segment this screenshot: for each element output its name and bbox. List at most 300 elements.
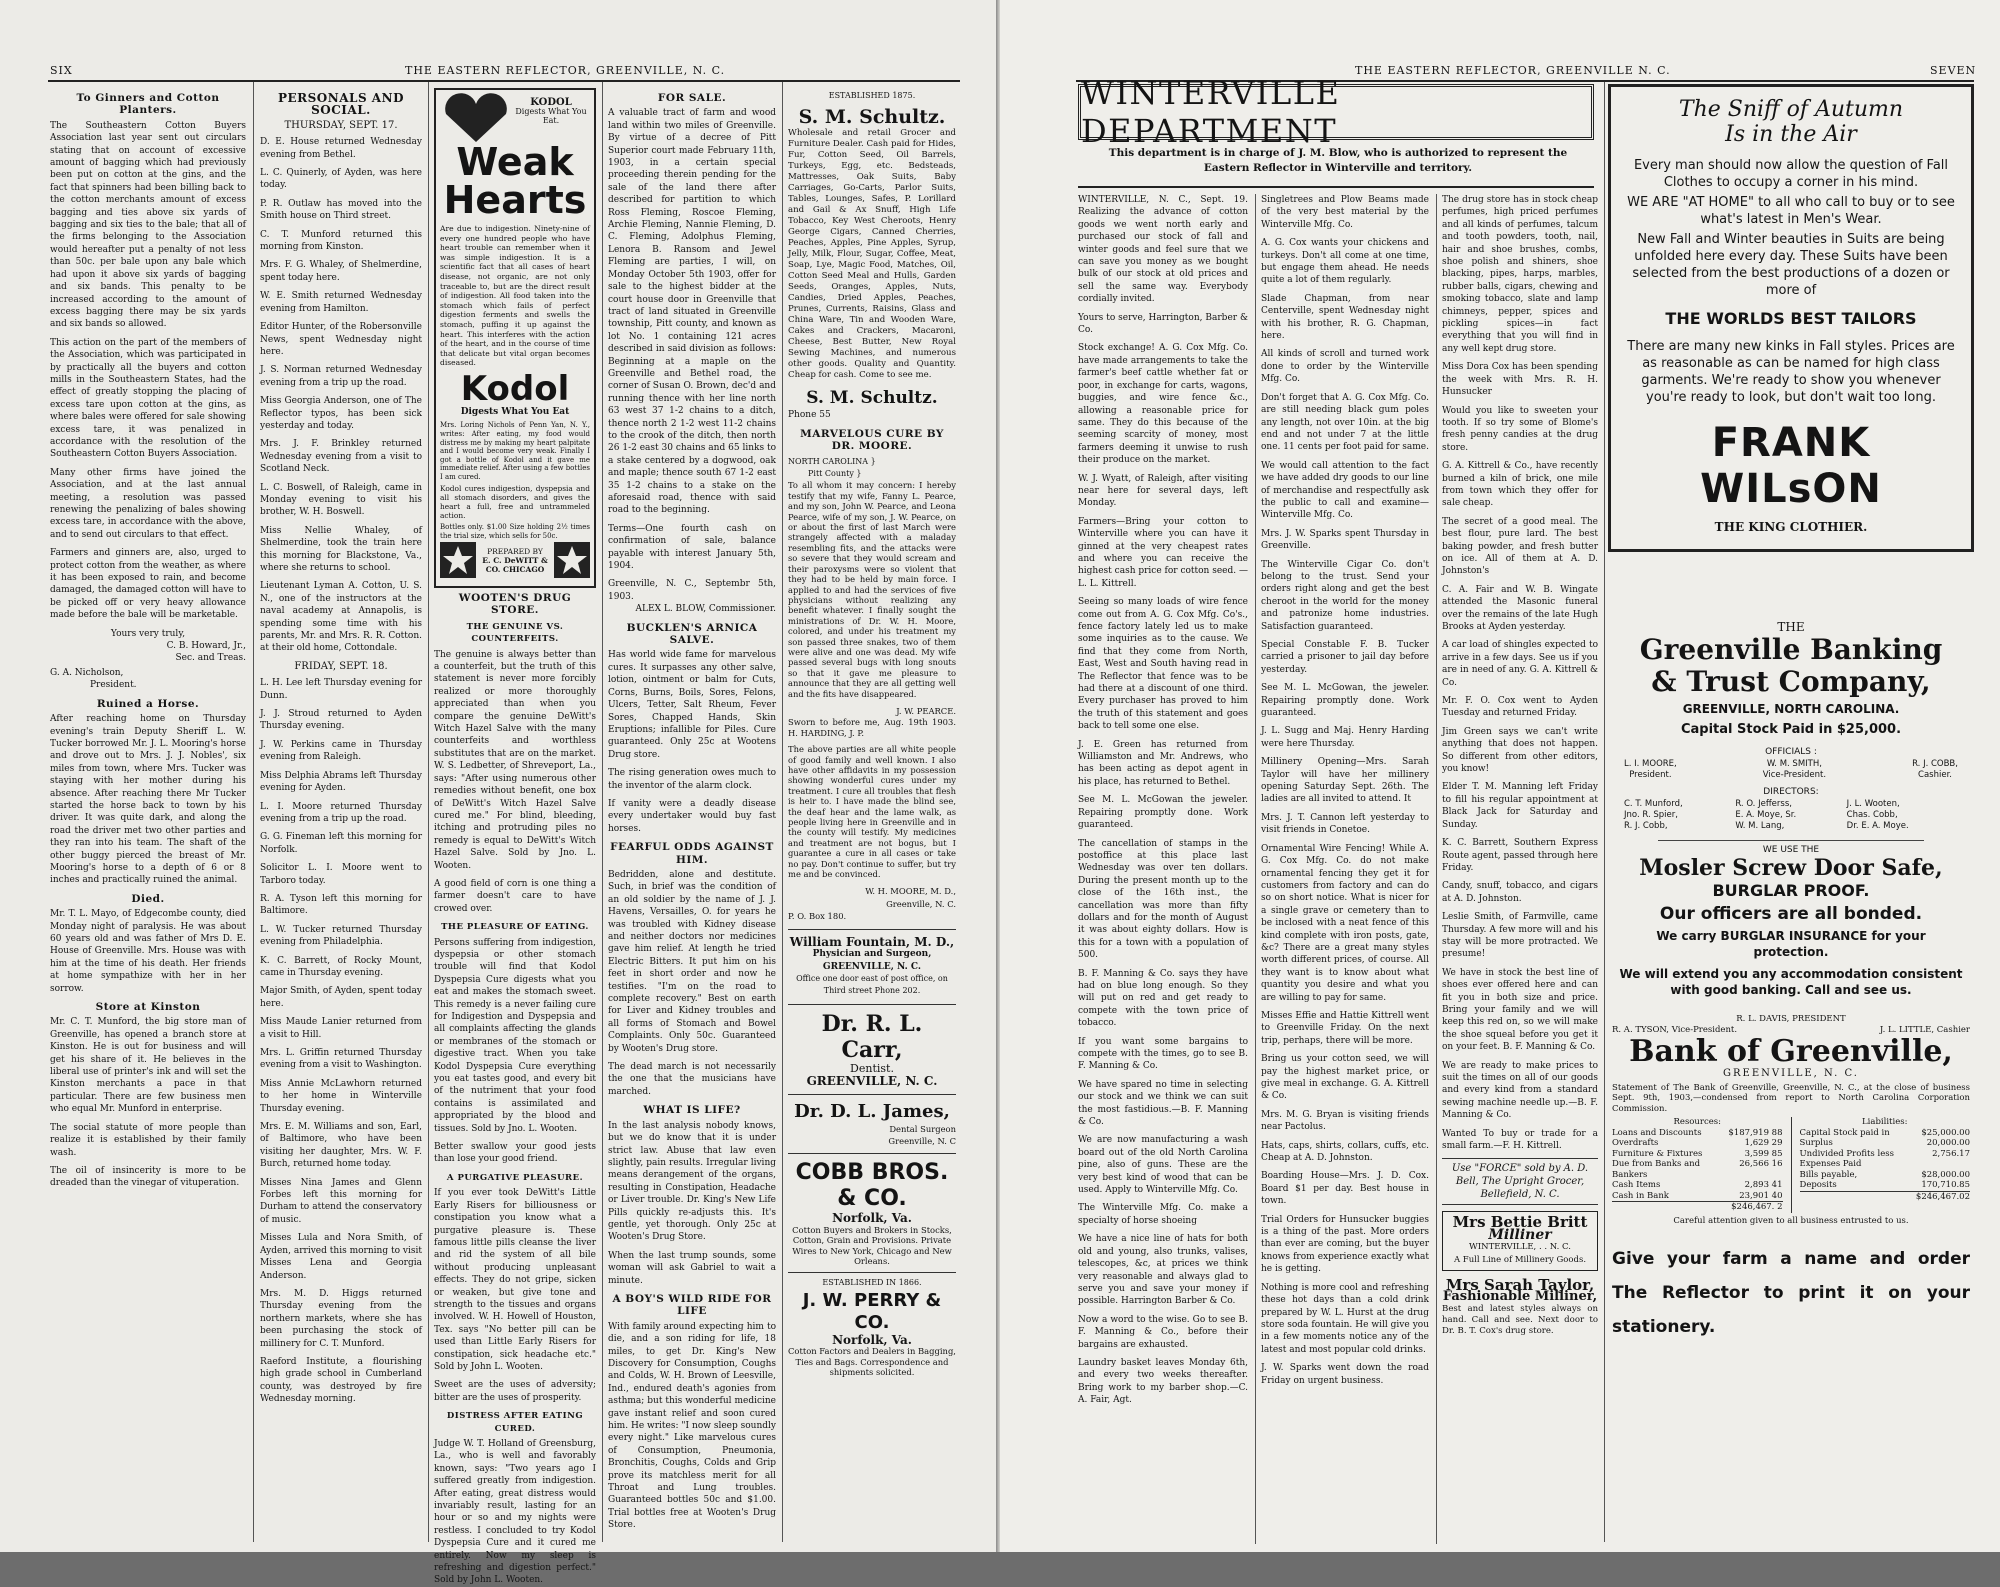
official-name: R. J. COBB, [1912, 759, 1958, 769]
column-rule [1436, 194, 1437, 1544]
burglar-proof: BURGLAR PROOF. [1712, 881, 1870, 900]
local-item: Mrs. M. G. Bryan is visiting friends near Pactolus. [1261, 1109, 1429, 1133]
article-title: WHAT IS LIFE? [643, 1104, 741, 1117]
bank-cashier: J. L. LITTLE, Cashier [1879, 1024, 1970, 1035]
liabilities-table [1800, 1128, 1971, 1191]
local-item: We would call attention to the fact we have added dry goods to our line of merchandise and respectfully ask the public to call and examine—Winterville Mfg. Co. [1261, 460, 1429, 521]
column-5 [788, 88, 956, 1544]
article-text: The above parties are all white people of good family and well known. I also have other affidavits in my possession showing wonderful cures under my treatment. I cure all troubles that flesh is heir to. I have made the blind see, the deaf hear and the lame walk, as people living here in Greenville and in the county will testify. My medicines and treatment are not bogus, but I guarantee a cure in all cases or take no pay. Don't continue to suffer, but try me and be convinced. [788, 744, 956, 880]
personal-item: L. I. Moore returned Thursday evening from a trip up the road. [260, 801, 422, 824]
personal-item: L. C. Boswell, of Raleigh, came in Monday evening to visit his brother, W. H. Boswell. [260, 482, 422, 518]
local-item: Misses Effie and Hattie Kittrell went to Greenville Friday. On the next trip, perhaps, there will be more. [1261, 1010, 1429, 1046]
farm-name-ad: Give your farm a name and order The Reflector to print it on your stationery. [1612, 1249, 1970, 1337]
right-page [1000, 0, 2000, 1552]
safe-name: Mosler Screw Door Safe, [1639, 855, 1943, 881]
local-item: Stock exchange! A. G. Cox Mfg. Co. have made arrangements to take the farmer's beef cattle whether fat or poor, in exchange for carts, wagons, buggies, and wire fence &c., allowing a reasonable price for same. They do this because of the seeming scarcity of money, most farmers deeming it unwise to rush their produce on the market. [1078, 343, 1248, 466]
article-text: If vanity were a deadly disease every undertaker would buy fast horses. [608, 798, 776, 834]
bank-name: & Trust Company, [1651, 665, 1931, 698]
local-item: Millinery Opening—Mrs. Sarah Taylor will have her millinery opening Saturday Sept. 26th. The ladies are all invited to attend. It [1261, 757, 1429, 805]
local-item: Farmers—Bring your cotton to Winterville where you can have it ginned at the very cheapest rates and where you can receive the highest cash price for cotton seed. —L. L. Kittrell. [1078, 516, 1248, 589]
local-item: A car load of shingles expected to arrive in a few days. See us if you are in need of any. G. A. Kittrell & Co. [1442, 640, 1598, 688]
personal-item: Miss Delphia Abrams left Thursday evening for Ayden. [260, 770, 422, 794]
local-item: Singletrees and Plow Beams made of the very best material by the Winterville Mfg. Co. [1261, 195, 1429, 230]
ledger-item: Cash in Bank [1612, 1190, 1669, 1201]
rule [1078, 186, 1594, 188]
personal-item: Misses Nina James and Glenn Forbes left this morning for Durham to attend the conservatory of music. [260, 1177, 422, 1225]
kodol-tagline: Digests What You Eat. [515, 107, 587, 125]
ledger-amount: 20,000.00 [1926, 1138, 1970, 1148]
liabilities-total: $246,467.02 [1800, 1191, 1971, 1203]
britt-city: WINTERVILLE, . . N. C. [1469, 1242, 1571, 1253]
article-text: To all whom it may concern: I hereby testify that my wife, Fanny L. Pearce, and my son, John W. Pearce, and Leona Pearce, wife of my son, J. W. Pearce, on or about the first of last March were strangely affected with a maladay resembling fits, and the attacks were so severe that they would scream and their paroxysms were so violent that they had to be held by main force. I applied to and had the services of five physicians without realizing any benefit whatever. I finally sought the ministrations of Dr. W. H. Moore, colored, and under his treatment my son passed three snakes, two of them were alive and one was dead. My wife passed several bugs with long snouts so that it gave me pleasure to announce that they are all getting well and the fits have disappeared. [788, 480, 956, 699]
department-title: WINTERVILLE DEPARTMENT [1081, 74, 1341, 150]
article-text: The dead march is not necessarily the one that the musicians have marched. [608, 1062, 776, 1097]
ledger-amount: 23,901 40 [1739, 1190, 1783, 1201]
local-item: Mrs. J. T. Cannon left yesterday to visit friends in Conetoe. [1261, 812, 1429, 836]
personal-item: L. H. Lee left Thursday evening for Dunn. [260, 678, 422, 701]
local-item: Wanted To buy or trade for a small farm.—F. H. Kittrell. [1442, 1128, 1598, 1152]
kodol-logo: Kodol [460, 368, 570, 409]
phone: Phone 55 [788, 410, 831, 421]
personal-item: Solicitor L. I. Moore went to Tarboro today. [260, 863, 422, 886]
article-text: Terms—One fourth cash on confirmation of sale, balance payable with interest January 5th, 1904. [608, 523, 776, 572]
local-item: K. C. Barrett, Southern Express Route agent, passed through here Friday. [1442, 838, 1598, 873]
article-text: Better swallow your good jests than lose your good friend. [434, 1142, 596, 1165]
bank-president: R. L. DAVIS, PRESIDENT [1736, 1014, 1846, 1024]
card-name: COBB BROS. & CO. [795, 1160, 949, 1212]
weak-headline: Weak [456, 140, 574, 184]
local-item: Laundry basket leaves Monday 6th, and every two weeks thereafter. Bring work to my barber shop.—C. A. Fair, Agt. [1078, 1357, 1248, 1406]
closing: We will extend you any accommodation consistent with good banking. Call and see us. [1619, 967, 1963, 997]
ledger-amount: 170,710.85 [1921, 1180, 1970, 1190]
article-text: The rising generation owes much to the inventor of the alarm clock. [608, 768, 776, 791]
official-name: L. I. MOORE, [1624, 759, 1677, 769]
ad-text: Wholesale and retail Grocer and Furniture Dealer. Cash paid for Hides, Fur, Cotton Seed, Oil Barrels, Turkeys, Egg, etc. Bedsteads, Mattresses, Oak Suits, Baby Carriages, Go-Carts, Parlor Suits, Tables, Lounges, Safes, P. Lorillard and Gail & Ax Snuff, High Life Tobacco, Key West Cheroots, Henry George Cigars, Canned Cherries, Peaches, Apples, Pine Apples, Syrup, Jelly, Milk, Flour, Sugar, Coffee, Meat, Soap, Lye, Magic Food, Matches, Oil, Cotton Seed Meal and Hulls, Garden Seeds, Oranges, Apples, Nuts, Candies, Dried Apples, Peaches, Prunes, Currents, Raisins, Glass and China Ware, Tin and Wooden Ware, Cakes and Crackers, Macaroni, Cheese, Best Butter, New Royal Sewing Machines, and numerous other goods. Quality and Quantity. Cheap for cash. Come to see me. [788, 128, 956, 381]
ad-text: There are many new kinks in Fall styles. Prices are as reasonable as can be named for high class garments. We're ready to show you whenever you're ready to look, but don't wait too long. [1627, 339, 1955, 405]
ledger-row [1612, 1138, 1783, 1149]
article-text: Judge W. T. Holland of Greensburg, La., who is well and favorably known, says: "Two years ago I suffered greatly from indigestion. After eating, great distress would invariably result, lasting for an hour or so and my nights were restless. I concluded to try Kodol Dyspepsia Cure and it cured me entirely. Now my sleep is refreshing and digestion perfect." Sold by John L. Wooten. [434, 1439, 596, 1586]
card-city: GREENVILLE, N. C. [806, 1074, 938, 1089]
article-title: Store at Kinston [95, 1001, 201, 1014]
director: Jno. R. Spier, [1624, 810, 1678, 820]
officials-list [1624, 759, 1958, 781]
local-item: Slade Chapman, from near Centerville, spent Wednesday night with his brother, R. G. Chapman, here. [1261, 293, 1429, 342]
store-name: WOOTEN'S DRUG STORE. [458, 592, 572, 617]
ledger-item: Due from Banks and Bankers [1612, 1159, 1701, 1180]
local-item: Candy, snuff, tobacco, and cigars at A. D. Johnston. [1442, 881, 1598, 904]
personal-item: P. R. Outlaw has moved into the Smith house on Third street. [260, 198, 422, 222]
director: C. T. Munford, [1624, 799, 1683, 809]
article-text: Farmers and ginners are, also, urged to protect cotton from the weather, as where it has been exposed to rain, and become damaged, the damaged cotton will have to be picked off or very heavy allowance made before the bale will be marketable. [50, 548, 246, 621]
britt-text: A Full Line of Millinery Goods. [1453, 1254, 1587, 1265]
signoff: Yours very truly, [110, 628, 186, 639]
local-item: We are ready to make prices to suit the times on all of our goods and every kind from a standard sewing machine needle up.—B. F. Manning & Co. [1442, 1060, 1598, 1121]
local-item: Bring us your cotton seed, we will pay the highest market price, or give meal in exchange. G. A. Kittrell & Co. [1261, 1054, 1429, 1102]
personal-item: W. E. Smith returned Wednesday evening from Hamilton. [260, 291, 422, 314]
personal-item: Misses Lula and Nora Smith, of Ayden, arrived this morning to visit Misses Lena and Georgia Anderson. [260, 1233, 422, 1281]
date-heading: THURSDAY, SEPT. 17. [284, 119, 398, 131]
article-title: DISTRESS AFTER EATING CURED. [446, 1411, 584, 1434]
card-name: J. W. PERRY & CO. [802, 1289, 942, 1333]
ad-text: WE ARE "AT HOME" to all who call to buy or to see what's latest in Men's Wear. [1627, 195, 1955, 227]
card-sub: Dental Surgeon [889, 1123, 956, 1134]
personals-list [260, 677, 422, 1405]
local-item: The drug store has in stock cheap perfumes, high priced perfumes and all kinds of perfumes, talcum and tooth powders, tooth, nail, hair and shoe brushes, combs, shoe polish and shiners, shoe blacking, pipes, harps, marbles, rubber balls, cigars, chewing and smoking tobacco, slate and lamp chimneys, pepper, spices and pickling spices—in fact everything that you will find in any well kept drug store. [1442, 195, 1598, 354]
column-4 [608, 88, 776, 1544]
local-item: Yours to serve, Harrington, Barber & Co. [1078, 312, 1248, 336]
winterville-column-2 [1261, 194, 1429, 1544]
column-rule [602, 82, 603, 1542]
taylor-text: Best and latest styles always on hand. Call and see. Next door to Dr. B. T. Cox's drug store. [1442, 1303, 1598, 1336]
bank-name: Greenville Banking [1639, 633, 1943, 666]
local-item: The secret of a good meal. The best flour, pure lard. The best baking powder, and fresh butter on ice. All of them at A. D. Johnston's [1442, 516, 1598, 577]
card-text: Cotton Buyers and Brokers in Stocks, Cotton, Grain and Provisions. Private Wires to New York, Chicago and New Orleans. [792, 1224, 952, 1266]
local-item: Elder T. M. Manning left Friday to fill his regular appointment at Black Jack for Saturday and Sunday. [1442, 782, 1598, 830]
ad-headline: The Sniff of Autumn [1678, 97, 1904, 122]
schultz-name: S. M. Schultz. [798, 106, 946, 129]
established: ESTABLISHED 1875. [828, 91, 916, 100]
column-rule [428, 82, 429, 1542]
personal-item: J. W. Perkins came in Thursday evening from Raleigh. [260, 739, 422, 763]
official [1624, 759, 1677, 781]
card-city: Norfolk, Va. [832, 1332, 912, 1347]
director: Dr. E. A. Moye. [1846, 821, 1909, 831]
officials-label: OFFICIALS : [1765, 747, 1817, 757]
local-item: C. A. Fair and W. B. Wingate attended the Masonic funeral over the remains of the late Hugh Brooks at Ayden yesterday. [1442, 584, 1598, 632]
running-head: THE EASTERN REFLECTOR, GREENVILLE, N. C. [405, 64, 726, 77]
ledger-item: Loans and Discounts [1612, 1127, 1702, 1138]
county: Pitt County } [808, 469, 862, 479]
card-established: ESTABLISHED IN 1866. [822, 1278, 922, 1288]
article-text: Has world wide fame for marvelous cures. It surpasses any other salve, lotion, ointment or balm for Cuts, Corns, Burns, Boils, Sores, Felons, Ulcers, Tetter, Salt Rheum, Fever Sores, Chapped Hands, Skin Eruptions; infallible for Piles. Cure guaranteed. Only 25c at Wootens Drug store. [608, 650, 776, 760]
article-text: After reaching home on Thursday evening's train Deputy Sheriff L. W. Tucker borrowed Mr. J. L. Mooring's horse and drove out to Mrs. J. J. Nobles', six miles from town, where Mrs. Tucker was staying with her mother during his absence. After reaching there Mr Tucker started the horse back to town by his driver. It was quite dark, and along the road the driver met two other parties and they ran into his team. The shaft of the other buggy pierced the breast of Mr. Mooring's horse to a depth of 6 or 8 inches and practically ruined the animal. [50, 714, 246, 886]
prepared-label: PREPARED BY [487, 546, 543, 556]
local-item: B. F. Manning & Co. says they have had on blue long enough. So they will put on red and get ready to compete with the town price of tobacco. [1078, 968, 1248, 1029]
local-item: J. L. Sugg and Maj. Henry Harding were here Thursday. [1261, 726, 1429, 749]
ledger-amount: $187,919 88 [1728, 1127, 1783, 1138]
column-2 [260, 88, 422, 1544]
page-number: SIX [50, 64, 73, 77]
winterville-column-3 [1442, 194, 1598, 1544]
personal-item: Lieutenant Lyman A. Cotton, U. S. N., one of the instructors at the naval academy at Annapolis, is spending some time with his parents, Mr. and Mrs. R. R. Cotton. at their old home, Cottondale. [260, 581, 422, 654]
local-item: Mrs. J. W. Sparks spent Thursday in Greenville. [1261, 528, 1429, 552]
column-3 [434, 88, 596, 1586]
article-title: FEARFUL ODDS AGAINST HIM. [610, 841, 774, 866]
personal-item: Mrs. J. F. Brinkley returned Wednesday evening from a visit to Scotland Neck. [260, 439, 422, 475]
ledger-amount: 1,629 29 [1744, 1138, 1783, 1148]
ad-text: Bottles only. $1.00 Size holding 2½ times the trial size, which sells for 50c. [440, 523, 590, 540]
taylor-title: Fashionable Milliner, [1442, 1289, 1598, 1305]
card-name: Dr. R. L. Carr, [821, 1010, 923, 1063]
article-text: With family around expecting him to die, and a son riding for life, 18 miles, to get Dr. King's New Discovery for Consumption, Coughs and Colds, W. H. Brown of Leesville, Ind., endured death's agonies from asthma; but this wonderful medicine gave instant relief and soon cured him. He writes: "I now sleep soundly every night." Like marvelous cures of Consumption, Pneumonia, Bronchitis, Coughs, Colds and Grip prove its matchless merit for all Throat and Lung troubles. Guaranteed bottles 50c and $1.00. Trial bottles free at Wooten's Drug Store. [608, 1321, 776, 1531]
running-head: THE EASTERN REFLECTOR, GREENVILLE N. C. [1355, 64, 1671, 77]
signer: ALEX L. BLOW, Commissioner. [635, 604, 776, 615]
local-item: We have spared no time in selecting our stock and we think we can suit the most fastidious.—B. F. Manning & Co. [1078, 1079, 1248, 1128]
left-page [0, 0, 1000, 1586]
signer: W. H. MOORE, M. D., [865, 886, 956, 897]
ad-headline: Is in the Air [1725, 122, 1857, 147]
article-text: Bedridden, alone and destitute. Such, in brief was the condition of an old soldier by the name of J. J. Havens, Versailles, O. for years he was troubled with Kidney disease and neither doctors nor medicines gave him relief. At length he tried Electric Bitters. It put him on his feet in short order and now he testifies. "I'm on the road to complete recovery." Best on earth for Liver and Kidney troubles and all forms of Stomach and Bowel Complaints. Only 50c. Guaranteed by Wooten's Drug store. [608, 869, 776, 1054]
ledger-item: Surplus [1799, 1138, 1833, 1148]
article-text: Many other firms have joined the Association, and at the last annual meeting, a resolution was passed renewing the penalizing of bales showing excess tare, in accordance with the above, and to send out circulars to that effect. [50, 467, 246, 540]
article-text: The genuine is always better than a counterfeit, but the truth of this statement is never more forcibly realized or more thoroughly appreciated than when you compare the genuine DeWitt's Witch Hazel Salve with the many counterfeits and worthless substitutes that are on the market. W. S. Ledbetter, of Shreveport, La., says: "After using numerous other remedies without benefit, one box of DeWitt's Witch Hazel Salve cured me." For blind, bleeding, itching and protruding piles no remedy is equal to DeWitt's Witch Hazel Salve. Sold by Jno. L. Wooten. [434, 649, 596, 871]
article-text: This action on the part of the members of the Association, which was participated in by practically all the buyers and cotton mills in the Southeastern States, had the effect of greatly stopping the placing of excess tare upon cotton at the gins, as where bales were offered for sale showing excess tare, it was penalized in accordance with the resolution of the Southeastern Cotton Buyers Association. [50, 337, 246, 460]
personal-item: D. E. House returned Wednesday evening from Bethel. [260, 137, 422, 160]
article-text: A good field of corn is one thing a farmer doesn't care to have crowed over. [434, 878, 596, 914]
local-item: J. W. Sparks went down the road Friday on urgent business. [1261, 1363, 1429, 1386]
ad-text: Are due to indigestion. Ninety-nine of every one hundred people who have heart trouble can remember when it was simple indigestion. It is a scientific fact that all cases of heart disease, not organic, are not only traceable to, but are the direct result of indigestion. All food taken into the stomach which fails of perfect digestion ferments and swells the stomach, puffing it up against the heart. This interferes with the action of the heart, and in the course of time that delicate but vital organ becomes diseased. [440, 224, 590, 368]
kodol-ad [434, 88, 596, 588]
ledger-amount: 2,893 41 [1744, 1180, 1783, 1190]
personal-item: Major Smith, of Ayden, spent today here. [260, 986, 422, 1009]
card-name: William Fountain, M. D., [789, 934, 955, 949]
article-text: The Southeastern Cotton Buyers Association last year sent out circulars stating that on account of excessive amount of bagging which had previously been put on cotton at the gins, and the fact that spinners had been billing back to the cotton merchants amount of excess bagging and ties above six yards of bagging and six ties to the bale; that all of the firms belonging to the Association would hereafter put a penalty of not less than 50c. per bale upon any bale which had upon it above six yards of bagging and six bands. This penalty to be increased according to the amount of excess bagging there may be six yards and six bands so allowed. [50, 120, 246, 330]
local-item: Special Constable F. B. Tucker carried a prisoner to jail day before yesterday. [1261, 640, 1429, 675]
personal-item: Editor Hunter, of the Robersonville News, spent Wednesday night here. [260, 322, 422, 357]
director: E. A. Moye, Sr. [1735, 810, 1797, 820]
article-text: Persons suffering from indigestion, dyspepsia or other stomach trouble will find that Kodol Dyspepsia Cure digests what you eat and makes the stomach sweet. This remedy is a never failing cure for Indigestion and Dyspepsia and all complaints affecting the glands or membranes of the stomach or digestive tract. When you take Kodol Dyspepsia Cure everything you eat tastes good, and every bit of the nutriment that your food contains is assimilated and appropriated by the blood and tissues. Sold by Jno. L. Wooten. [434, 937, 596, 1134]
article-text: A valuable tract of farm and wood land within two miles of Greenville. By virtue of a decree of Pitt Superior court made February 11th, 1903, in a certain special proceeding therein pending for the sale of the land there after described for partition to which Ross Fleming, Roscoe Fleming, Archie Fleming, Nannie Fleming, D. C. Fleming, Adolphus Fleming, Lenora B. Ransom and Jewel Fleming are parties, I will, on Monday October 5th 1903, offer for sale to the highest bidder at the court house door in Greenville that tract of land situated in Greenville township, Pitt county, and known as lot No. 1 containing 121 acres described in said division as follows: Beginning at a maple on the Greenville and Bethel road, the corner of Susan O. Brown, dec'd and running thence with her line north 63 west 37 1-2 chains to a ditch, thence north 2 1-2 west 11-2 chains to the crook of the ditch, then north 26 1-2 east 30 chains and 65 links to a stake centered by a dogwood, oak and maple; thence south 67 1-2 east 35 1-2 chains to a stake on the aforesaid road, thence with said road to the beginning. [608, 108, 776, 516]
article-title: THE GENUINE VS. COUNTERFEITS. [466, 621, 564, 645]
resources-heading: Resources: [1673, 1117, 1721, 1127]
ledger-amount: 2,756.17 [1932, 1148, 1970, 1159]
po-box: P. O. Box 180. [788, 911, 847, 922]
director: R. O. Jefferss, [1735, 799, 1792, 809]
article-title: BUCKLEN'S ARNICA SALVE. [626, 621, 758, 647]
article-text: The social statute of more people than realize it is established by their family wash. [50, 1122, 246, 1158]
card-text: Cotton Factors and Dealers in Bagging, Ties and Bags. Correspondence and shipments solicited. [788, 1346, 956, 1377]
local-item: Don't forget that A. G. Cox Mfg. Co. are still needing black gum poles any length, not over 10in. at the big end and not under 7 at the little one. 11 cents per foot paid for same. [1261, 392, 1429, 453]
britt-name: Mrs Bettie Britt [1452, 1213, 1588, 1232]
local-item: The cancellation of stamps in the postoffice at this place last Wednesday was over ten dollars. During the present month up to the close of the 16th inst., the cancellation was more than fifty dollars and for the month of August it was about eighty dollars. How is this for a town with a population of 500. [1078, 838, 1248, 961]
bonded: Our officers are all bonded. [1659, 904, 1923, 924]
article-title: To Ginners and Cotton Planters. [76, 92, 220, 117]
article-text: Sworn to before me, Aug. 19th 1903. H. HARDING, J. P. [788, 717, 956, 738]
card-sub: Dentist. [850, 1061, 894, 1075]
local-item: Leslie Smith, of Farmville, came Thursday. A few more will and his stay will be more protracted. We presume! [1442, 912, 1598, 960]
ledger-row [1800, 1170, 1971, 1181]
column-1 [50, 88, 246, 1544]
personal-item: C. T. Munford returned this morning from Kinston. [260, 229, 422, 253]
hearts-headline: Hearts [443, 178, 587, 222]
director: Chas. Cobb, [1846, 810, 1898, 820]
ledger-item: Capital Stock paid in [1799, 1127, 1890, 1138]
careful-note: Careful attention given to all business entrusted to us. [1673, 1215, 1909, 1226]
director: W. M. Lang, [1735, 821, 1785, 831]
personal-item: Miss Nellie Whaley, of Shelmerdine, took the train here this morning for Blackstone, Va., where she returns to school. [260, 525, 422, 573]
we-use: WE USE THE [1658, 840, 1924, 855]
local-item: The Winterville Cigar Co. don't belong to the trust. Send your orders right along and get the best cheroot in the world for the money and patronize home industries. Satisfaction guaranteed. [1261, 559, 1429, 632]
frank-wilson-ad [1608, 84, 1974, 552]
page-number: SEVEN [1930, 64, 1977, 77]
local-item: We are now manufacturing a wash board out of the old North Carolina pine, also of guns. These are the very best kind of wood that can be used. Apply to Winterville Mfg. Co. [1078, 1135, 1248, 1196]
bank-of-greenville-ad [1608, 1010, 1974, 1226]
article-title: THE PLEASURE OF EATING. [441, 922, 589, 933]
ad-tagline: THE KING CLOTHIER. [1714, 520, 1868, 534]
winterville-column-1 [1078, 194, 1248, 1544]
official-role: President. [1629, 770, 1672, 780]
ledger-row [1800, 1128, 1971, 1139]
article-title: A BOY'S WILD RIDE FOR LIFE [612, 1292, 772, 1318]
ad-text: Kodol cures indigestion, dyspepsia and all stomach disorders, and gives the heart a full, free and untrammeled action. [440, 484, 590, 521]
maker: E. C. DeWITT & CO. CHICAGO [482, 555, 548, 574]
official-role: Vice-President. [1762, 770, 1827, 780]
local-item: We have a nice line of hats for both old and young, also trunks, valises, telescopes, &c, at prices we think very reasonable and always glad to serve you and save your money if possible. Harrington Barber & Co. [1078, 1234, 1248, 1307]
taylor-ad [1442, 1276, 1598, 1337]
article-text: When the last trump sounds, some woman will ask Gabriel to wait a minute. [608, 1250, 776, 1286]
date-line: Greenville, N. C., Septembr 5th, 1903. [608, 579, 776, 602]
article-title: MARVELOUS CURE BY DR. MOORE. [800, 427, 944, 453]
kodol-sub: Digests What You Eat [460, 406, 570, 417]
personal-item: Mrs. L. Griffin returned Thursday evening from a visit to Washington. [260, 1048, 422, 1071]
personals-list [260, 136, 422, 655]
capital: Capital Stock Paid in $25,000. [1680, 722, 1902, 737]
signer: J. W. PEARCE. [896, 705, 956, 716]
ledger-amount: 26,566 16 [1739, 1159, 1783, 1169]
personal-item: L. C. Quinerly, of Ayden, was here today. [260, 168, 422, 191]
column-rule [253, 82, 254, 1542]
card-address: Office one door east of post office, on Third street Phone 202. [796, 973, 948, 996]
official [1763, 759, 1826, 781]
local-item: Jim Green says we can't write anything that does not happen. So different from other editors, you know! [1442, 726, 1598, 775]
bank-name: Bank of Greenville, [1629, 1034, 1953, 1069]
schultz-name: S. M. Schultz. [806, 388, 938, 409]
article-title: A PURGATIVE PLEASURE. [446, 1172, 584, 1183]
testimonial: Mrs. Loring Nichols of Penn Yan, N. Y., writes: After eating, my food would distress me by making my heart palpitate and I would become very weak. Finally I got a bottle of Kodol and it gave me immediate relief. After using a few bottles I am cured. [440, 421, 590, 481]
ledger-item: Bills payable, [1799, 1169, 1858, 1180]
personal-item: R. A. Tyson left this morning for Baltimore. [260, 893, 422, 917]
ledger-amount: $25,000.00 [1921, 1127, 1970, 1138]
ad-text: New Fall and Winter beauties in Suits are being unfolded here every day. These Suits have been selected from the best productions of a dozen or more of [1632, 232, 1950, 298]
personal-item: K. C. Barrett, of Rocky Mount, came in Thursday evening. [260, 955, 422, 978]
header-rule [48, 80, 960, 82]
winterville-masthead [1078, 74, 1594, 150]
article-text: Sweet are the uses of adversity; bitter are the uses of prosperity. [434, 1380, 596, 1403]
tailors-line: THE WORLDS BEST TAILORS [1665, 309, 1917, 328]
local-item: J. E. Green has returned from Williamston and Mr. Andrews, who has been acting as depot agent in his place, has returned to Bethel. [1078, 739, 1248, 787]
directors-list [1624, 799, 1958, 832]
ledger-item: Furniture & Fixtures [1612, 1148, 1703, 1159]
card-city: Norfolk, Va. [832, 1211, 912, 1226]
local-item: Ornamental Wire Fencing! While A. G. Cox Mfg. Co. do not make ornamental fencing they get it for customers from factory and can do so on short notice. What is nicer for a single grave or cemetery than to be inclosed with a neat fence of this kind complete with iron posts, gate, &c? There are a great many styles worth different prices, of course. All they want is to know about what quantity you desire and what you are willing to pay for same. [1261, 843, 1429, 1003]
resources-table [1612, 1128, 1783, 1202]
local-item: Seeing so many loads of wire fence come out from A. G. Cox Mfg. Co's., fence factory lately led us to make some inquiries as to the cause. We find that they come from North, East, West and South having read in The Reflector that fence was to be had there at a discount of one third. Every purchaser has proved to him the truth of this statement and goes back to tell some one else. [1078, 597, 1248, 732]
director: R. J. Cobb, [1624, 821, 1668, 831]
signer: C. B. Howard, Jr., [166, 641, 246, 652]
article-title: FOR SALE. [657, 92, 727, 104]
local-item: The Winterville Mfg. Co. make a specialty of horse shoeing [1078, 1203, 1248, 1226]
banking-trust-ad [1608, 616, 1974, 997]
ledger-row [1612, 1159, 1783, 1180]
local-item: Hats, caps, shirts, collars, cuffs, etc. Cheap at A. D. Johnston. [1261, 1140, 1429, 1164]
article-text: Mr. C. T. Munford, the big store man of Greenville, has opened a branch store at Kinston. He is out for business and will get his share of it. He believes in the liberal use of printer's ink and will set the Kinston merchants a pace in that particular. There are few business men who equal Mr. Munford in enterprise. [50, 1017, 246, 1115]
official [1912, 759, 1958, 781]
date-heading: FRIDAY, SEPT. 18. [294, 660, 388, 672]
local-item: G. A. Kittrell & Co., have recently burned a kiln of brick, one mile from town which they offer for sale cheap. [1442, 461, 1598, 509]
official-name: W. M. SMITH, [1766, 759, 1822, 769]
personal-item: G. G. Fineman left this morning for Norfolk. [260, 832, 422, 855]
ad-text: Every man should now allow the question of Fall Clothes to occupy a corner in his mind. [1633, 158, 1949, 190]
frank-wilson-name: FRANK WILsON [1700, 420, 1882, 512]
state: NORTH CAROLINA } [788, 456, 876, 466]
local-item: Now a word to the wise. Go to see B. F. Manning & Co., before their bargains are exhausted. [1078, 1314, 1248, 1350]
article-text: If you ever took DeWitt's Little Early Risers for billiousness or constipation you know what a purgative pleasure is. These famous little pills cleanse the liver and rid the system of all bile without producing unpleasant effects. They do not gripe, sicken or weaken, but give tone and strength to the tissues and organs involved. W. H. Howell of Houston, Tex. says "No better pill can be used than Little Early Risers for constipation, sick headache etc." Sold by John L. Wooten. [434, 1188, 596, 1372]
column-rule [782, 82, 783, 1542]
ledger-row [1612, 1180, 1783, 1191]
statement: Statement of The Bank of Greenville, Greenville, N. C., at the close of business Sept. 9th, 1903,—condensed from report to North Carolina Corporation Commission. [1612, 1082, 1970, 1114]
force-ad: Use "FORCE" sold by A. D. Bell, The Upright Grocer, Bellefield, N. C. [1442, 1158, 1598, 1205]
official-role: Cashier. [1918, 770, 1952, 780]
article-title: Ruined a Horse. [96, 697, 200, 710]
local-item: Trial Orders for Hunsucker buggies is a thing of the past. More orders than ever are coming, but the buyer knows from experience exactly what he is getting. [1261, 1214, 1429, 1275]
signer: G. A. Nicholson, [50, 667, 124, 678]
column-rule [1255, 194, 1256, 1544]
ledger-item: Undivided Profits less Expenses Paid [1799, 1148, 1894, 1169]
local-item: Miss Dora Cox has been spending the week with Mrs. R. H. Hunsucker [1442, 362, 1598, 398]
ledger-item: Cash Items [1612, 1180, 1661, 1190]
ledger-row [1612, 1149, 1783, 1160]
personal-item: Miss Maude Lanier returned from a visit to Hill. [260, 1017, 422, 1040]
personal-item: Mrs. M. D. Higgs returned Thursday evening from the northern markets, where she has been purchasing the stock of millinery for C. T. Munford. [260, 1288, 422, 1349]
star-icon [554, 542, 590, 578]
britt-title: Milliner [1488, 1226, 1552, 1243]
personal-item: L. W. Tucker returned Thursday evening from Philadelphia. [260, 924, 422, 948]
bank-vp: R. A. TYSON, Vice-President. [1612, 1024, 1738, 1035]
directors-label: DIRECTORS: [1763, 787, 1819, 797]
signer-title: Sec. and Treas. [175, 653, 246, 664]
ledger-row [1612, 1128, 1783, 1139]
personal-item: Miss Annie McLawhorn returned to her home in Winterville Thursday evening. [260, 1078, 422, 1114]
local-item: See M. L. McGowan the jeweler. Repairing promptly done. Work guaranteed. [1078, 795, 1248, 831]
ledger-amount: $28,000.00 [1921, 1169, 1970, 1180]
local-item: A. G. Cox wants your chickens and turkeys. Don't all come at one time, but engage them ahead. He needs quite a lot of them regularly. [1261, 238, 1429, 286]
local-item: All kinds of scroll and turned work done to order by the Winterville Mfg. Co. [1261, 349, 1429, 385]
section-title: PERSONALS AND SOCIAL. [277, 91, 404, 118]
taylor-name: Mrs Sarah Taylor, [1445, 1276, 1595, 1295]
personal-item: Mrs. E. M. Williams and son, Earl, of Baltimore, who have been visiting her daughter, Mrs. W. F. Burch, returned home today. [260, 1122, 422, 1170]
ledger-row [1800, 1138, 1971, 1149]
column-rule [1604, 82, 1605, 1542]
article-title: Died. [131, 892, 165, 905]
ledger-item: Deposits [1799, 1180, 1837, 1190]
insurance: We carry BURGLAR INSURANCE for your protection. [1656, 929, 1926, 959]
signer-place: Greenville, N. C. [886, 898, 956, 909]
local-item: Boarding House—Mrs. J. D. Cox. Board $1 per day. Best house in town. [1261, 1171, 1429, 1207]
article-text: In the last analysis nobody knows, but we do know that it is under strict law. Abuse that law even slightly, pain results. Irregular living means derangement of the organs, resulting in Constipation, Headache or Liver trouble. Dr. King's New Life Pills quickly re-adjusts this. It's gentle, yet thorough. Only 25c at Wooten's Drug Store. [608, 1120, 776, 1243]
kodol-tag: KODOL [530, 97, 572, 108]
ledger-row [1800, 1149, 1971, 1170]
ledger-amount: 3,599 85 [1744, 1148, 1783, 1159]
local-item: Mr. F. O. Cox went to Ayden Tuesday and returned Friday. [1442, 696, 1598, 719]
liabilities-heading: Liabilities: [1862, 1117, 1908, 1127]
local-item: W. J. Wyatt, of Raleigh, after visiting near here for several days, left Monday. [1078, 473, 1248, 509]
personal-item: J. J. Stroud returned to Ayden Thursday evening. [260, 709, 422, 732]
article-text: The oil of insincerity is more to be dreaded than the vinegar of vituperation. [50, 1165, 246, 1189]
signer-title: President. [90, 680, 137, 691]
card-city: Greenville, N. C [888, 1135, 956, 1146]
heart-icon [440, 94, 512, 144]
ledger-row [1800, 1180, 1971, 1191]
local-item: Would you like to sweeten your tooth. If so try some of Blome's fresh penny candies at the drug store. [1442, 405, 1598, 453]
ledger-item: Overdrafts [1612, 1138, 1659, 1148]
local-item: If you want some bargains to compete with the times, go to see B. F. Manning & Co. [1078, 1036, 1248, 1072]
personal-item: J. S. Norman returned Wednesday evening from a trip up the road. [260, 365, 422, 388]
card-city: GREENVILLE, N. C. [822, 961, 922, 972]
director: J. L. Wooten, [1846, 799, 1900, 809]
resources-total: $246,467. 2 [1612, 1201, 1783, 1213]
personal-item: Miss Georgia Anderson, one of The Reflector typos, has been sick yesterday and today. [260, 396, 422, 431]
the-label: THE [1777, 620, 1805, 634]
